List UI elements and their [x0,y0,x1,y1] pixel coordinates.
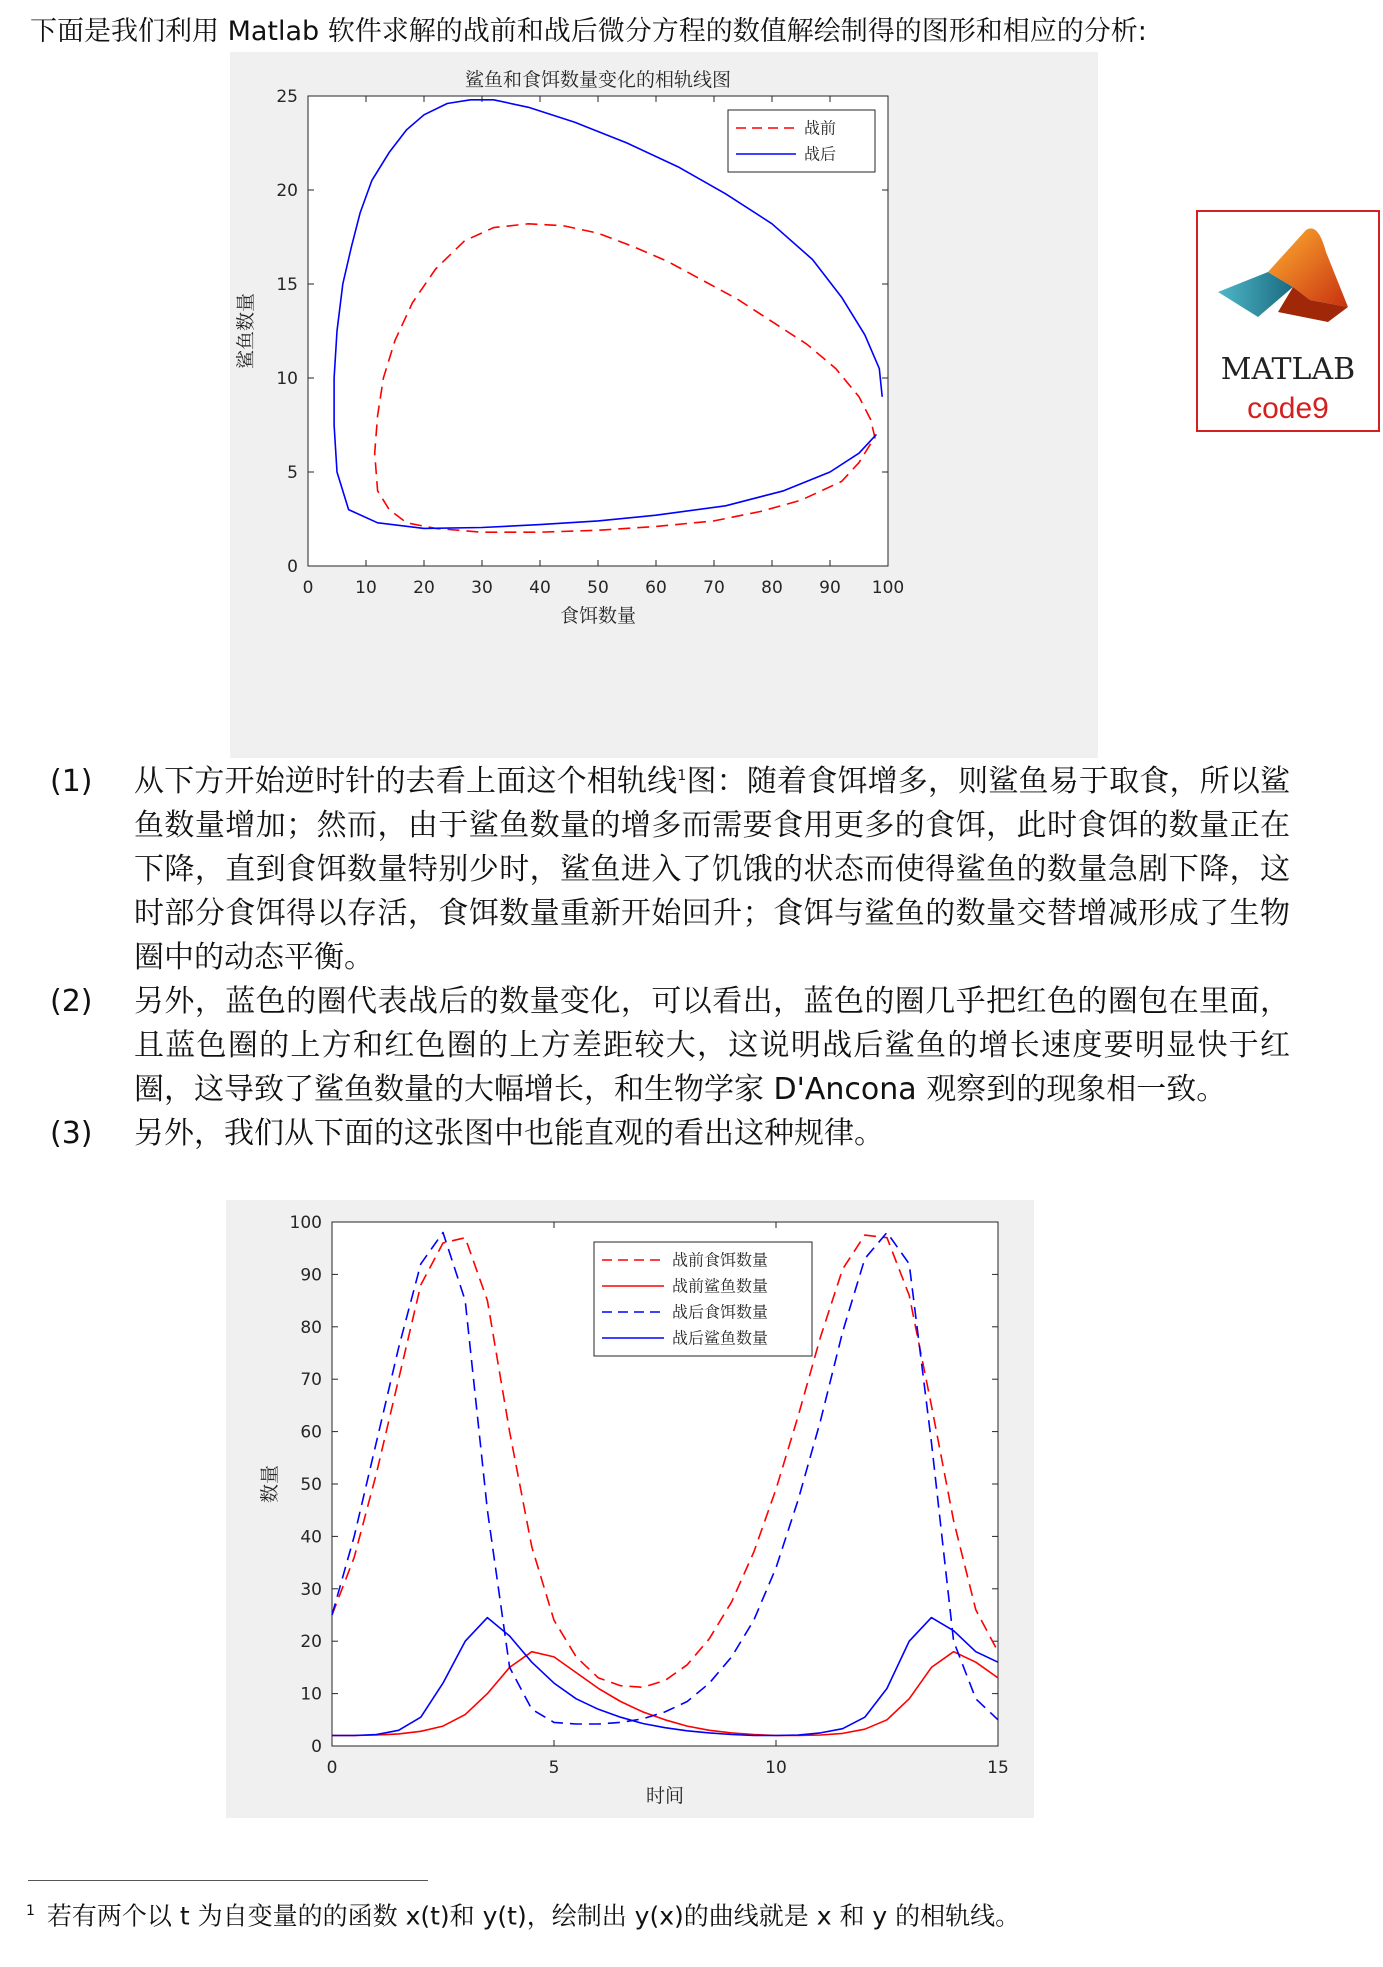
y-tick-label: 60 [300,1422,322,1443]
list-item [50,1112,1290,1156]
x-axis-label: 时间 [645,1785,685,1807]
x-tick-label: 0 [302,578,314,598]
y-tick-label: 50 [300,1474,322,1495]
y-axis-label: 鲨鱼数量 [235,292,257,370]
intro-text: 下面是我们利用 Matlab 软件求解的战前和战后微分方程的数值解绘制得的图形和相应的分析: [30,16,1147,47]
chart-title: 鲨鱼和食饵数量变化的相轨线图 [464,69,732,91]
time-series-figure [226,1200,1034,1818]
y-tick-label: 0 [287,556,298,577]
footnote-divider [28,1880,428,1881]
phase-plot-svg [230,52,1098,758]
x-axis-label: 食饵数量 [559,605,637,627]
item-text: 另外，蓝色的圈代表战后的数量变化，可以看出，蓝色的圈几乎把红色的圈包在里面，且蓝色圈的上方和红色圈的上方差距较大，这说明战后鲨鱼的增长速度要明显快于红圈，这导致了鲨鱼数量的大幅增长，和生物学家 D'Ancona 观察到的现象相一致。 [134,984,1290,1107]
legend-label: 战前食饵数量 [672,1250,769,1270]
x-tick-label: 70 [703,578,725,598]
y-tick-label: 90 [300,1265,322,1286]
matlab-wordmark: MATLAB [1220,352,1356,387]
legend-box [728,110,875,172]
matlab-logo [1196,210,1380,432]
x-tick-label: 15 [987,1758,1009,1778]
y-tick-label: 25 [276,86,298,107]
y-tick-label: 80 [300,1317,322,1338]
logo-code-label: code9 [1247,392,1329,425]
footnote-ref: 1 [677,768,687,784]
legend-label: 战后鲨鱼数量 [672,1328,769,1348]
x-tick-label: 90 [819,578,841,598]
item-number: (1) [50,764,93,799]
x-tick-label: 40 [529,578,551,598]
legend-label: 战后 [804,144,837,164]
y-tick-label: 100 [289,1212,322,1233]
y-tick-label: 15 [276,274,298,295]
item-text: 从下方开始逆时针的去看上面这个相轨线$^1$图：随着食饵增多，则鲨鱼易于取食，所以鲨鱼数量增加；然而，由于鲨鱼数量的增多而需要食用更多的食饵，此时食饵的数量正在下降，直到食饵数量特别少时，鲨鱼进入了饥饿的状态而使得鲨鱼的数量急剧下降，这时部分食饵得以存活，食饵数量重新开始回升；食饵与鲨鱼的数量交替增减形成了生物圈中的动态平衡。 [134,764,1291,975]
y-tick-label: 30 [300,1579,322,1600]
legend-label: 战后食饵数量 [672,1302,769,1322]
footnote [26,1894,1020,1933]
item-number: (3) [50,1116,93,1151]
y-tick-label: 10 [300,1684,322,1705]
list-item [50,760,1290,980]
x-tick-label: 20 [413,578,435,598]
phase-plot-figure [230,52,1098,758]
y-tick-label: 20 [300,1632,322,1653]
y-tick-label: 70 [300,1370,322,1391]
list-item [50,980,1290,1112]
x-tick-label: 0 [326,1758,338,1778]
x-tick-label: 100 [871,578,905,598]
legend-label: 战前鲨鱼数量 [672,1276,769,1296]
x-tick-label: 10 [355,578,377,598]
item-number: (2) [50,984,93,1019]
y-tick-label: 0 [311,1736,322,1757]
y-tick-label: 20 [276,180,298,201]
legend [728,110,875,172]
y-tick-label: 10 [276,368,298,389]
x-tick-label: 5 [548,1758,560,1778]
x-tick-label: 60 [645,578,667,598]
time-series-svg [226,1200,1034,1818]
matlab-membrane-icon [1198,212,1378,352]
y-tick-label: 40 [300,1527,322,1548]
x-tick-label: 10 [765,1758,787,1778]
x-tick-label: 30 [471,578,493,598]
x-tick-label: 50 [587,578,609,598]
analysis-list [50,760,1290,1156]
footnote-text: 若有两个以 t 为自变量的的函数 x(t)和 y(t)，绘制出 y(x)的曲线就是 x 和 y 的相轨线。 [46,1901,1021,1931]
legend-label: 战前 [804,118,837,138]
x-tick-label: 80 [761,578,783,598]
footnote-mark: 1 [26,1903,35,1919]
item-text: 另外，我们从下面的这张图中也能直观的看出这种规律。 [134,1116,884,1151]
y-tick-label: 5 [287,462,298,483]
y-axis-label: 数量 [259,1464,281,1504]
legend [594,1242,812,1356]
